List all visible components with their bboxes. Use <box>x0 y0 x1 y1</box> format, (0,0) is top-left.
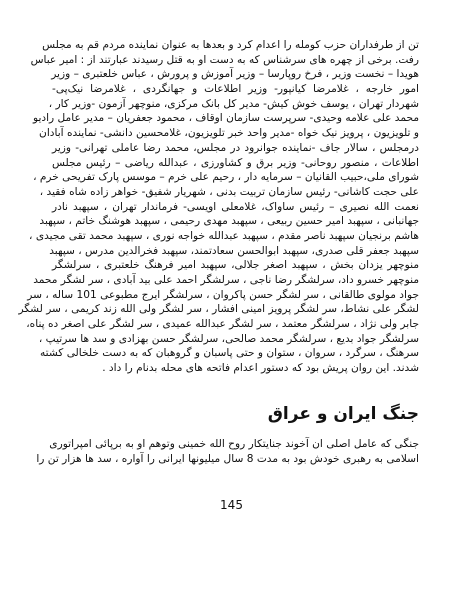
text-line: تن از طرفداران حزب کومله را اعدام کرد و بعدها به عنوان نماینده مردم قم به مجلس <box>42 39 419 51</box>
text-line: منوچهر خسرو داد، سرلشگر رضا ناجی ، سرلشگر احمد علی بید آبادی ، سر لشگر محمد <box>33 274 419 286</box>
text-line: رفت. برخی از چهره های سرشناس که به دست او به قتل رسیدند عبارتند از : امیر عباس <box>30 53 419 66</box>
text-line: علی حجت کاشانی- رئیس سازمان تربیت بدنی ، شهریار شفیق- خواهر زاده شاه فقید ، <box>39 185 419 198</box>
text-line: سرهنگ ، سرگرد ، سروان ، ستوان و حتی پاسبان و گروهبان که به دست خلخالی کشته <box>39 347 419 360</box>
text-line: شهردار تهران ، یوسف خوش کیش- مدیر کل بانک مرکزی، منوچهر آزمون -وزیر کار ، <box>48 97 419 110</box>
text-line: درمجلس ، سالار جاف -نماینده جوانرود در مجلس، محمد رضا عاملی تهرانی- وزیر <box>52 141 419 154</box>
text-line: اطلاعات ، منصور روحانی- وزیر برق و کشاورزی ، عبدالله ریاضی – رئیس مجلس <box>52 156 419 169</box>
text-line: جواد مولوی طالقانی ، سر لشگر حسن پاکروان ، سرلشگر ایرج مطبوعی 101 ساله ، سر <box>27 288 419 301</box>
text-line: هویدا – نخست وزیر ، فرخ روپارسا – وزیر آموزش و پرورش ، عباس خلعتبری – وزیر <box>51 68 419 81</box>
text-line: امور خارجه ، غلامرضا کیانپور- وزیر اطلاعات و جهانگردی ، غلامرضا نیک‌پی- <box>52 83 419 96</box>
text-line: اسلامی به رهبری خودش بود به مدت 8 سال میلیونها ایرانی را آواره ، سد ها هزار تن را <box>36 452 419 465</box>
text-line: جهانبانی ، سپهبد امیر حسین ربیعی ، سپهبد مهدی رحیمی ، سپهبد هوشنگ خاتم ، سپهبد <box>39 215 419 228</box>
text-line: سرلشگر جواد بدیع ، سرلشگر محمد صالحی، سرلشگر حسن بهزادی و سد ها سرتیپ ، <box>38 332 419 345</box>
page-number: 145 <box>220 498 243 512</box>
text-line: منوچهر یزدان بخش ، سپهبد اصغر جلالی، سپهبد امیر فرهنگ خلعتبری ، سرلشگر <box>52 259 419 272</box>
text-line: شدند. این روان پریش بود که دستور اعدام فاتحه های محله بدنام را داد . <box>102 362 419 375</box>
text-line: شورای ملی،حبیب القانیان – سرمایه دار ، رحیم علی خرم – موسس پارک تفریحی خرم ، <box>33 171 419 184</box>
text-line: هاشم برنجیان سپهبد ناصر مقدم ، سپهبد عبدالله خواجه نوری ، سپهبد محمد تقی مجیدی ، <box>29 229 419 242</box>
body-paragraph-2 <box>36 437 419 466</box>
text-line: لشگر علی نشاط، سر لشگر پرویز امینی افشار ، سر لشگر ولی الله زند کریمی ، سر لشگر <box>18 303 419 316</box>
section-heading: جنگ ایران و عراق <box>267 404 419 424</box>
text-line: محمد علی علامه وحیدی- سرپرست سازمان اوقاف ، محمود جعفریان – مدیر عامل رادیو <box>32 112 419 125</box>
body-paragraph-1 <box>18 38 419 376</box>
text-line: جنگی که عامل اصلی ان آخوند جنایتکار روح الله خمینی وتوهم او به برپائی امپراتوری <box>49 438 419 450</box>
text-line: سپهبد جعفر قلی صدری، سپهبد ابوالحسن سعادتمند، سپهبد فخرالدین مدرس ، سپهبد <box>49 244 419 257</box>
text-line: نعمت الله نصیری – رئیس ساواک، غلامعلی اویسی- فرماندار تهران ، سپهبد نادر <box>52 200 419 213</box>
text-line: و تلویزیون ، پرویز نیک خواه -مدیر واحد خبر تلویزیون، غلامحسین دانشی- نماینده آبادان <box>39 127 419 140</box>
text-line: جابر ولی نژاد ، سرلشگر معتمد ، سر لشگر عبدالله عمیدی ، سر لشگر علی اصغر ده پناه، <box>26 318 419 331</box>
